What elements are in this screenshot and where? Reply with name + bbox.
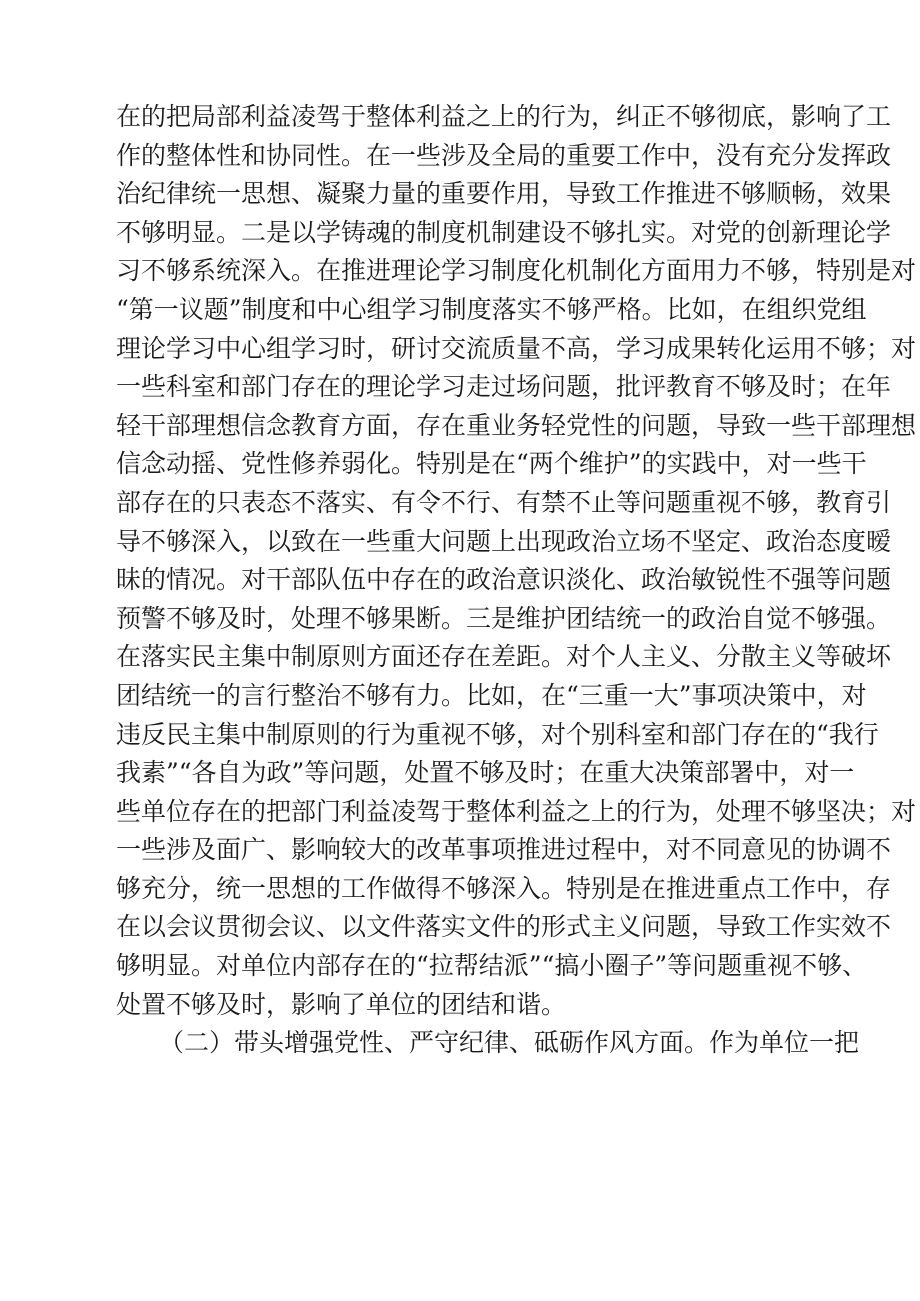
paragraph-line: 习不够系统深入。在推进理论学习制度化机制化方面用力不够，特别是对 [116, 256, 917, 286]
paragraph-line: 团结统一的言行整治不够有力。比如，在“三重一大”事项决策中，对 [116, 680, 867, 710]
section-heading: （二）带头增强党性、严守纪律、砥砺作风方面。作为单位一把 [159, 1028, 860, 1058]
paragraph-line: 在以会议贯彻会议、以文件落实文件的形式主义问题，导致工作实效不 [116, 912, 892, 942]
paragraph-line: 些单位存在的把部门利益凌驾于整体利益之上的行为，处理不够坚决；对 [116, 796, 917, 826]
paragraph-line: 一些涉及面广、影响较大的改革事项推进过程中，对不同意见的协调不 [116, 835, 892, 865]
paragraph-line: 违反民主集中制原则的行为重视不够，对个别科室和部门存在的“我行 [116, 719, 879, 749]
paragraph-line: 部存在的只表态不落实、有令不行、有禁不止等问题重视不够，教育引 [116, 487, 892, 517]
body-text [116, 98, 917, 1063]
paragraph-line: 我素”“各自为政”等问题，处置不够及时；在重大决策部署中，对一 [116, 758, 855, 788]
paragraph-line: 预警不够及时，处理不够果断。三是维护团结统一的政治自觉不够强。 [116, 603, 892, 633]
paragraph-line: 治纪律统一思想、凝聚力量的重要作用，导致工作推进不够顺畅，效果 [116, 179, 892, 209]
paragraph-line: 在落实民主集中制原则方面还存在差距。对个人主义、分散主义等破坏 [116, 642, 892, 672]
paragraph-line: “第一议题”制度和中心组学习制度落实不够严格。比如，在组织党组 [116, 294, 867, 324]
paragraph-line: 导不够深入，以致在一些重大问题上出现政治立场不坚定、政治态度暧 [116, 526, 892, 556]
paragraph-line: 够充分，统一思想的工作做得不够深入。特别是在推进重点工作中，存 [116, 873, 892, 903]
paragraph-line: 在的把局部利益凌驾于整体利益之上的行为，纠正不够彻底，影响了工 [116, 102, 892, 131]
paragraph-line: 轻干部理想信念教育方面，存在重业务轻党性的问题，导致一些干部理想 [116, 410, 917, 440]
paragraph-line: 信念动摇、党性修养弱化。特别是在“两个维护”的实践中，对一些干 [116, 449, 867, 479]
paragraph-line: 理论学习中心组学习时，研讨交流质量不高，学习成果转化运用不够；对 [116, 333, 917, 363]
paragraph-line: 昧的情况。对干部队伍中存在的政治意识淡化、政治敏锐性不强等问题 [116, 565, 892, 595]
paragraph-line: 作的整体性和协同性。在一些涉及全局的重要工作中，没有充分发挥政 [116, 140, 892, 170]
paragraph-line: 一些科室和部门存在的理论学习走过场问题，批评教育不够及时；在年 [116, 372, 892, 402]
paragraph-line: 处置不够及时，影响了单位的团结和谐。 [116, 989, 567, 1019]
paragraph-line: 够明显。对单位内部存在的“拉帮结派”“搞小圈子”等问题重视不够、 [116, 951, 868, 981]
paragraph-line: 不够明显。二是以学铸魂的制度机制建设不够扎实。对党的创新理论学 [116, 217, 892, 247]
